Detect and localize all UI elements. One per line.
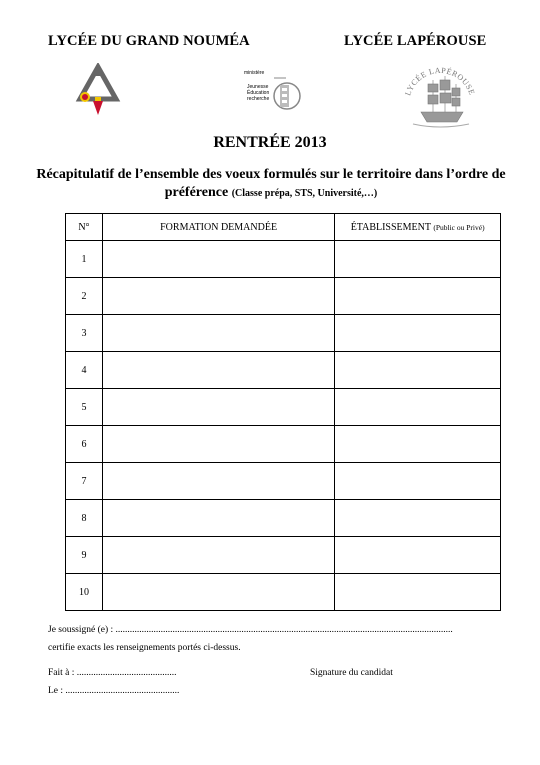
row-number: 3 [66,315,103,352]
table-row [66,352,501,389]
formation-cell[interactable] [102,500,334,537]
date-field[interactable]: Le : ................................................ [48,686,180,696]
col-header-number: N° [66,214,103,241]
formation-cell[interactable] [102,426,334,463]
row-number: 10 [66,574,103,611]
fait-a-field[interactable]: Fait à : .......................................... [48,668,177,678]
laperouse-logo-text: LYCÉE LAPÉROUSE [403,65,477,97]
etablissement-cell[interactable] [335,463,501,500]
ministry-logo-line: Éducation [247,90,270,96]
grand-noumea-logo [74,63,122,121]
table-row [66,537,501,574]
row-number: 6 [66,426,103,463]
table-row [66,426,501,463]
row-number: 1 [66,241,103,278]
formation-cell[interactable] [102,352,334,389]
ministry-logo-line: Jeunesse [247,84,269,90]
row-number: 2 [66,278,103,315]
formation-cell[interactable] [102,537,334,574]
table-row [66,389,501,426]
row-number: 9 [66,537,103,574]
subtitle-main: Récapitulatif de l’ensemble des voeux formulés sur le territoire dans l’ordre de préférence [36,167,506,200]
table-row [66,463,501,500]
page-title: RENTRÉE 2013 [213,134,327,151]
wishes-table [65,213,501,611]
form-subtitle [22,166,520,203]
etablissement-cell[interactable] [335,537,501,574]
formation-cell[interactable] [102,574,334,611]
right-school-name: LYCÉE LAPÉROUSE [344,33,487,49]
etablissement-cell[interactable] [335,241,501,278]
subtitle-detail: (Classe prépa, STS, Université,…) [231,188,378,199]
table-row [66,500,501,537]
soussigne-field[interactable]: Je soussigné (e) : .............................................................................................................................................. [48,625,453,635]
col-header-formation: FORMATION DEMANDÉE [102,214,334,241]
row-number: 4 [66,352,103,389]
table-row [66,241,501,278]
row-number: 7 [66,463,103,500]
etablissement-cell[interactable] [335,574,501,611]
formation-cell[interactable] [102,315,334,352]
etablissement-cell[interactable] [335,500,501,537]
etablissement-cell[interactable] [335,352,501,389]
row-number: 5 [66,389,103,426]
etablissement-cell[interactable] [335,278,501,315]
formation-cell[interactable] [102,463,334,500]
table-row [66,278,501,315]
table-header-row [66,214,501,241]
formation-cell[interactable] [102,278,334,315]
laperouse-logo [399,64,481,130]
formation-cell[interactable] [102,389,334,426]
col-header-etablissement-detail: (Public ou Privé) [433,222,485,232]
ministry-logo-line: ministère [244,70,265,76]
table-row [66,315,501,352]
col-header-etablissement-label: ÉTABLISSEMENT [350,221,431,233]
row-number: 8 [66,500,103,537]
certification-text: certifie exacts les renseignements portés ci-dessus. [48,643,241,653]
ministry-logo-line: recherche [247,96,270,102]
formation-cell[interactable] [102,241,334,278]
col-header-etablissement [335,214,501,241]
ministry-logo [244,70,306,116]
etablissement-cell[interactable] [335,426,501,463]
etablissement-cell[interactable] [335,315,501,352]
table-row [66,574,501,611]
ministry-emblem-icon [272,76,302,112]
etablissement-cell[interactable] [335,389,501,426]
left-school-name: LYCÉE DU GRAND NOUMÉA [48,33,250,49]
signature-label: Signature du candidat [310,668,393,678]
